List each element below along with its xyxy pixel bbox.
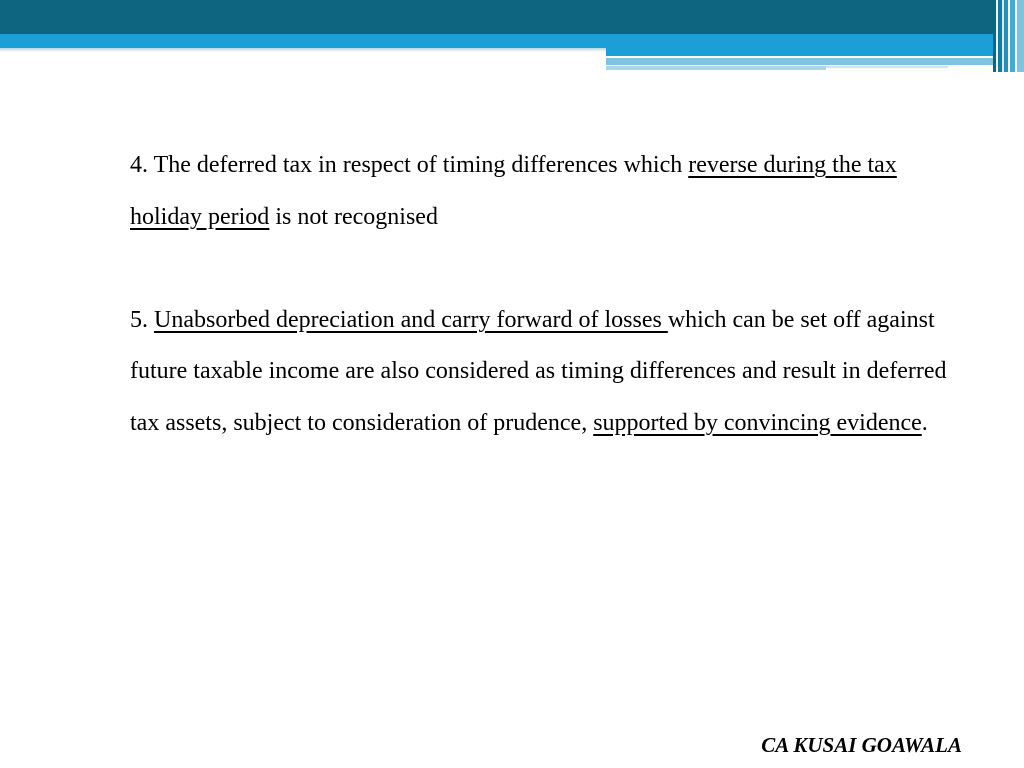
- paragraph-gap: [130, 243, 970, 295]
- point-5: [130, 295, 970, 450]
- point-4-underlined: reverse during the tax holiday period: [130, 152, 897, 230]
- header-step: [606, 36, 1024, 56]
- point-4-prefix: 4. The deferred tax in respect of timing differences which: [130, 152, 689, 178]
- point-4: [130, 140, 970, 243]
- point-5-prefix: 5.: [130, 306, 154, 333]
- slide-body: [130, 140, 970, 449]
- point-5-underlined-2: supported by convincing evidence: [593, 409, 922, 436]
- point-5-middle: which can be set off against future taxable income are also considered as timing differences and result in deferred tax assets, subject to consideration of prudence,: [130, 306, 947, 436]
- point-4-suffix: is not recognised: [269, 203, 438, 230]
- header-band-dark: [0, 0, 1024, 36]
- point-5-underlined-1: Unabsorbed depreciation and carry forward of losses: [154, 306, 668, 333]
- footer-author: CA KUSAI GOAWALA: [761, 733, 962, 757]
- header-stripe-hairline: [826, 66, 948, 68]
- point-5-suffix: .: [921, 409, 928, 436]
- header-vertical-bars: [993, 0, 1024, 72]
- header-stripe: [606, 58, 1004, 65]
- header-stripe-thin: [606, 66, 826, 70]
- header-banner: [0, 0, 1024, 80]
- header-shadow: [0, 48, 606, 52]
